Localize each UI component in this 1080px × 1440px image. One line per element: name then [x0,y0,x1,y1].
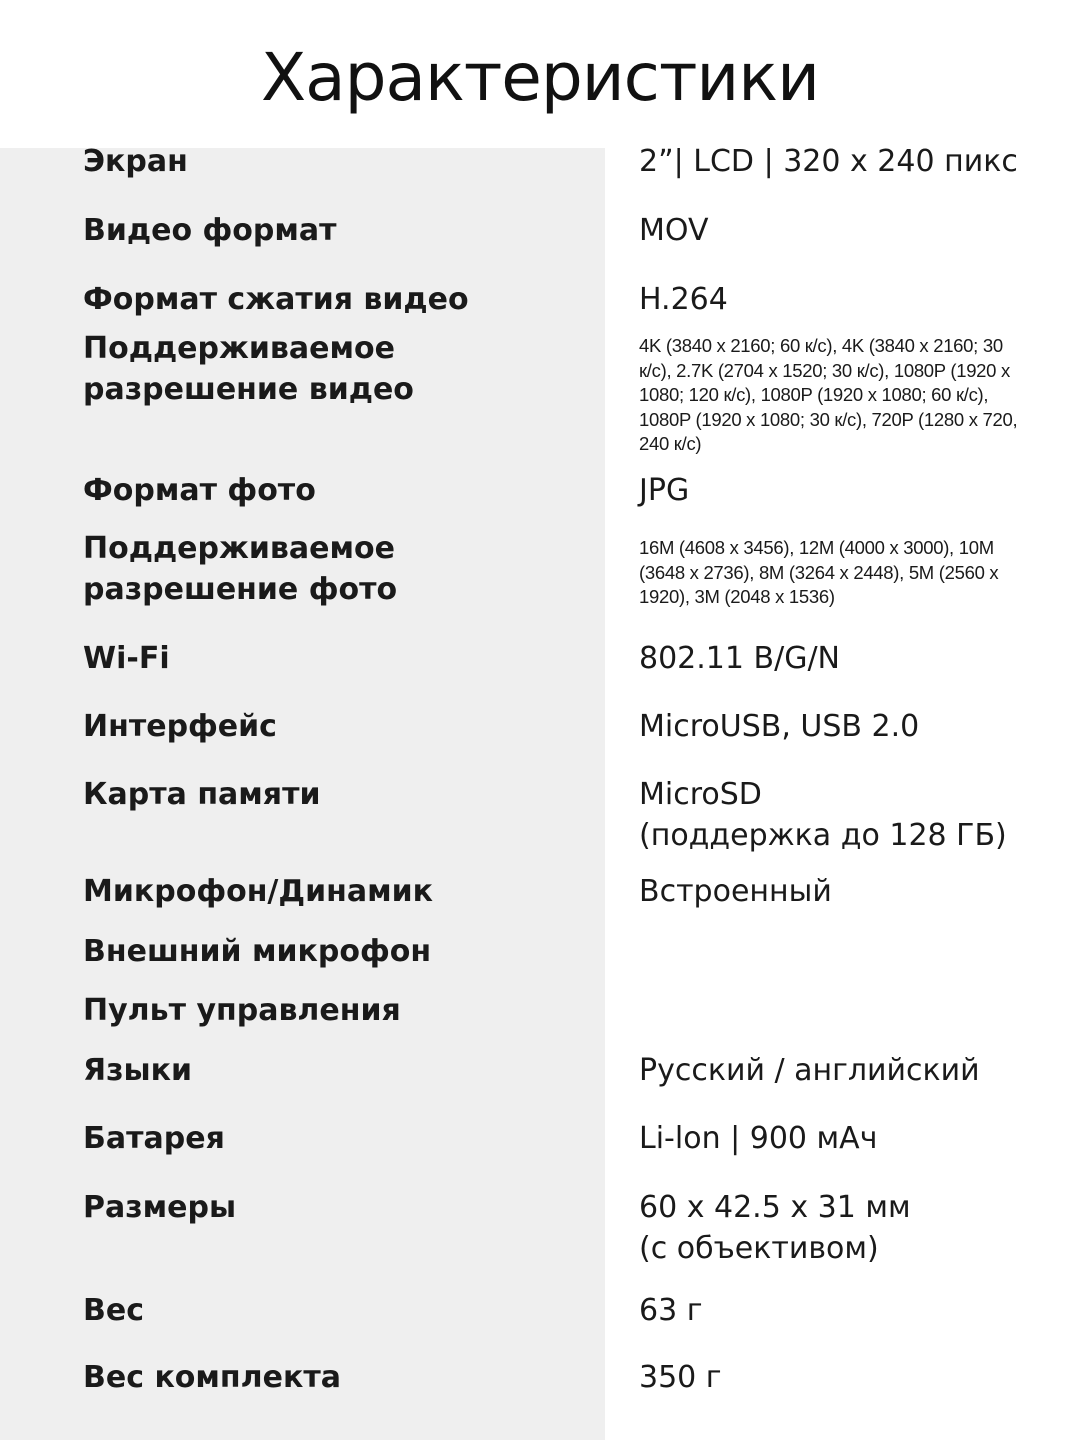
spec-value: 350 г [639,1360,722,1395]
spec-value: MOV [639,213,709,248]
spec-label: Размеры [83,1190,237,1225]
spec-label: Пульт управления [83,993,401,1028]
spec-label: Внешний микрофон [83,934,432,969]
spec-label: Экран [83,144,188,179]
spec-value: 63 г [639,1293,703,1328]
spec-value: 2”| LCD | 320 x 240 пикс [639,144,1018,179]
spec-value: Встроенный [639,874,832,909]
spec-label: Формат фото [83,473,316,508]
spec-value: 4K (3840 x 2160; 60 к/с), 4K (3840 x 2160; 30 к/с), 2.7K (2704 x 1520; 30 к/с), 1080P (1920 x 1080; 120 к/с), 1080P (1920 x 1080; 60 к/с), 1080P (1920 x 1080; 30 к/с), 720P (1280 x 720, 240 к/с) [639,335,1018,454]
spec-value: MicroSD (поддержка до 128 ГБ) [639,777,1007,853]
spec-label: Вес [83,1293,144,1328]
spec-label: Поддерживаемое разрешение фото [83,531,398,607]
spec-label: Языки [83,1053,193,1088]
spec-value: MicroUSB, USB 2.0 [639,709,920,744]
spec-value: H.264 [639,282,728,317]
spec-label: Wi-Fi [83,641,170,676]
spec-value: 60 x 42.5 x 31 мм (с объективом) [639,1190,911,1266]
spec-label: Поддерживаемое разрешение видео [83,331,414,407]
spec-value: JPG [639,473,690,508]
spec-value: 16M (4608 x 3456), 12M (4000 x 3000), 10M (3648 x 2736), 8M (3264 x 2448), 5M (2560 x 1920), 3M (2048 x 1536) [639,537,999,607]
spec-label: Интерфейс [83,709,277,744]
spec-label: Батарея [83,1121,225,1156]
spec-label: Вес комплекта [83,1360,341,1395]
spec-value: 802.11 B/G/N [639,641,840,676]
spec-label: Микрофон/Динамик [83,874,433,909]
spec-label: Карта памяти [83,777,321,812]
spec-value: Li-lon | 900 мАч [639,1121,878,1156]
header [0,0,1080,148]
spec-label: Видео формат [83,213,337,248]
spec-value: Русский / английский [639,1053,980,1088]
spec-label: Формат сжатия видео [83,282,469,317]
page-title: Характеристики [260,39,820,116]
